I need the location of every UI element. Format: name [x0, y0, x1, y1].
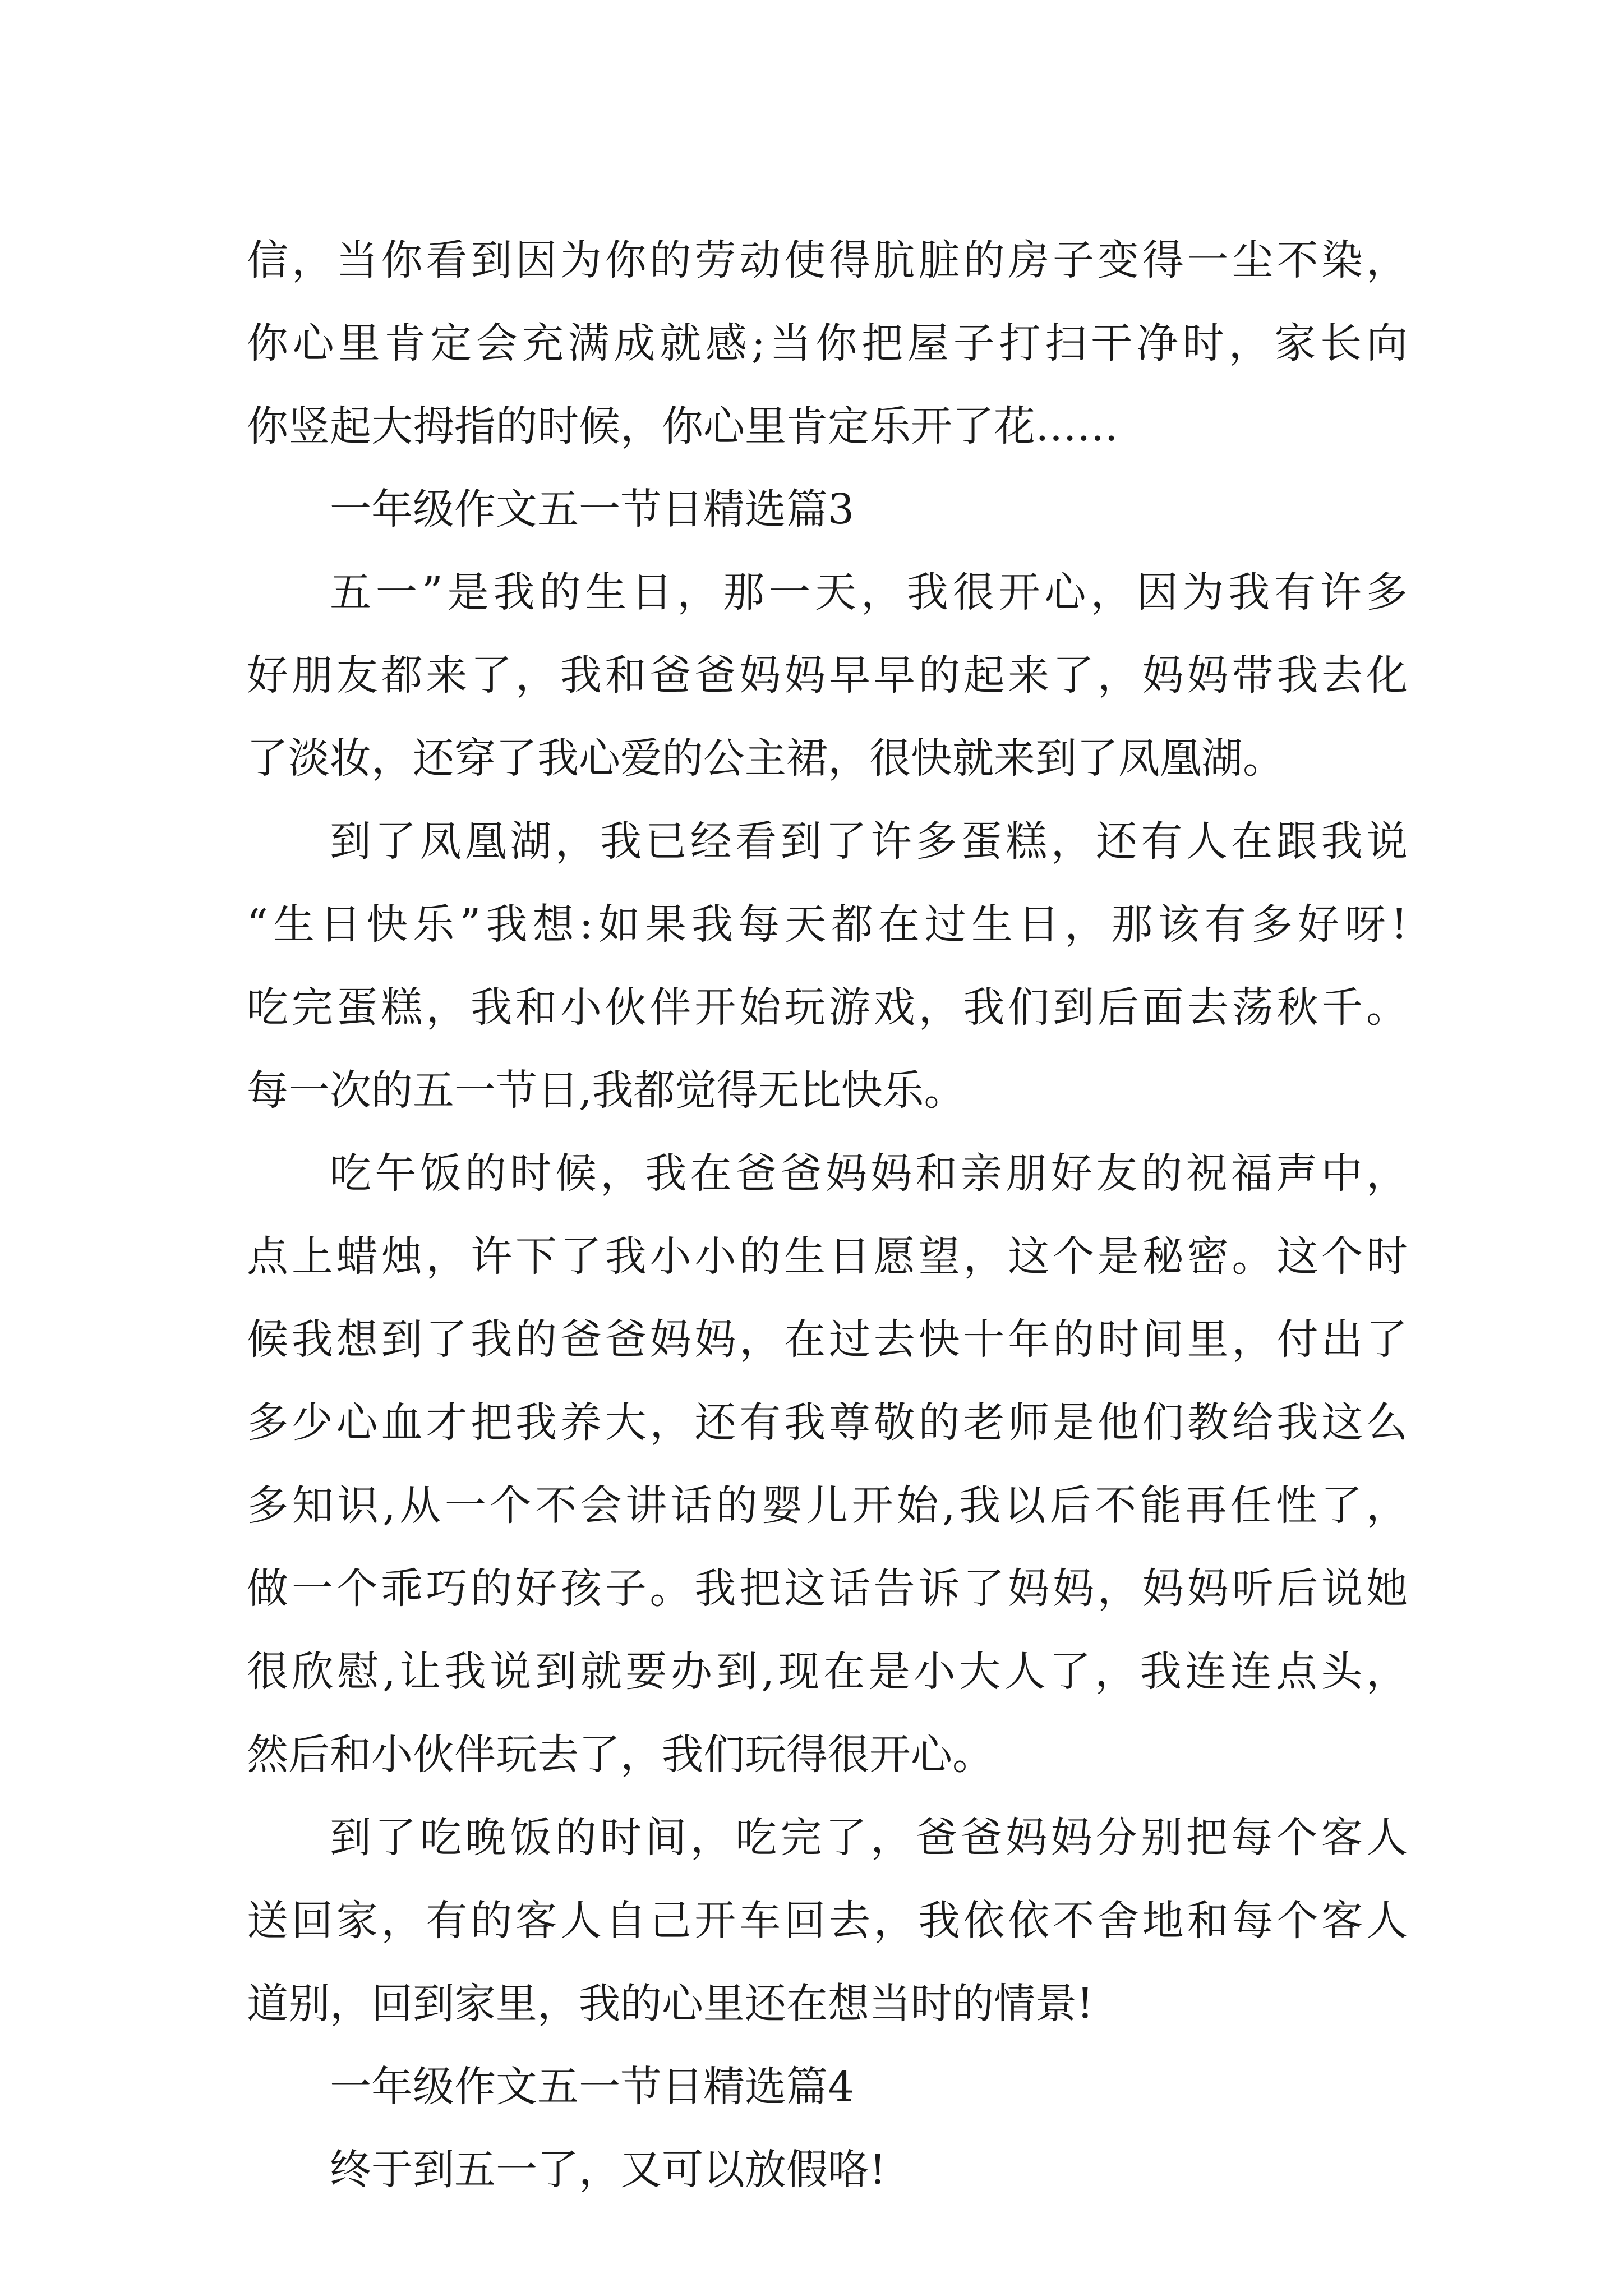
- text-line: 好朋友都来了，我和爸爸妈妈早早的起来了，妈妈带我去化: [247, 651, 1408, 700]
- paragraph-first-line: 五一”是我的生日，那一天，我很开心，因为我有许多: [330, 568, 1408, 616]
- text-line: 点上蜡烛，许下了我小小的生日愿望，这个是秘密。这个时: [247, 1232, 1408, 1281]
- text-line: “生日快乐”我想:如果我每天都在过生日，那该有多好呀!: [247, 900, 1408, 949]
- paragraph-first-line: 到了吃晚饭的时间，吃完了，爸爸妈妈分别把每个客人: [330, 1814, 1408, 1862]
- text-line: 很欣慰,让我说到就要办到,现在是小大人了，我连连点头，: [247, 1648, 1408, 1696]
- text-line: 然后和小伙伴玩去了，我们玩得很开心。: [247, 1731, 994, 1779]
- text-line: 你心里肯定会充满成就感;当你把屋子打扫干净时，家长向: [247, 319, 1408, 367]
- essay-text: [247, 219, 1408, 2211]
- paragraph-first-line: 终于到五一了，又可以放假咯!: [330, 2146, 886, 2194]
- text-line: 信，当你看到因为你的劳动使得肮脏的房子变得一尘不染，: [247, 236, 1408, 284]
- text-line: 了淡妆，还穿了我心爱的公主裙，很快就来到了凤凰湖。: [247, 734, 1284, 783]
- text-line: 候我想到了我的爸爸妈妈，在过去快十年的时间里，付出了: [247, 1315, 1408, 1364]
- text-line: 吃完蛋糕，我和小伙伴开始玩游戏，我们到后面去荡秋千。: [247, 983, 1408, 1032]
- text-line: 送回家，有的客人自己开车回去，我依依不舍地和每个客人: [247, 1897, 1408, 1945]
- paragraph-first-line: 吃午饭的时候，我在爸爸妈妈和亲朋好友的祝福声中，: [330, 1149, 1408, 1198]
- text-line: 多知识,从一个不会讲话的婴儿开始,我以后不能再任性了，: [247, 1481, 1408, 1530]
- text-line: 道别，回到家里，我的心里还在想当时的情景!: [247, 1980, 1094, 2028]
- text-line: 做一个乖巧的好孩子。我把这话告诉了妈妈，妈妈听后说她: [247, 1565, 1408, 1613]
- section-heading: 一年级作文五一节日精选篇3: [330, 485, 855, 533]
- paragraph-first-line: 到了凤凰湖，我已经看到了许多蛋糕，还有人在跟我说: [330, 817, 1408, 866]
- text-line: 你竖起大拇指的时候，你心里肯定乐开了花……: [247, 402, 1118, 450]
- text-line: 多少心血才把我养大，还有我尊敬的老师是他们教给我这么: [247, 1398, 1408, 1447]
- text-line: 每一次的五一节日,我都觉得无比快乐。: [247, 1066, 966, 1115]
- section-heading: 一年级作文五一节日精选篇4: [330, 2063, 855, 2111]
